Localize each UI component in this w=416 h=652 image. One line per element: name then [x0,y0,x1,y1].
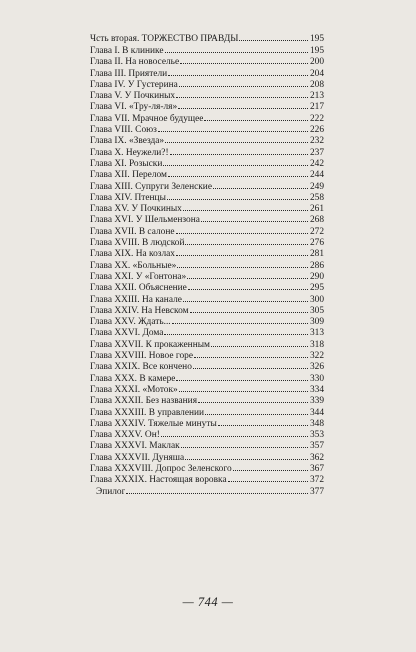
toc-chapter-title: Глава XXX. В камере [90,373,176,384]
toc-chapter-page: 326 [309,362,324,373]
toc-chapter-title: Глава XXXI. «Моток» [90,384,178,395]
toc-chapter-page: 217 [309,102,324,113]
toc-leader-dots [183,293,308,302]
toc-chapter-title: Глава XXV. Ждать... [90,317,171,328]
toc-chapter-row [90,439,324,450]
toc-chapter-row [90,406,324,417]
toc-epilog-page: 377 [309,486,324,497]
toc-chapter-title: Глава XXXIV. Тяжелые минуты [90,418,217,429]
toc-chapter-row [90,338,324,349]
toc-chapter-page: 268 [309,215,324,226]
toc-chapter-title: Глава III. Приятели [90,68,168,79]
toc-chapter-title: Глава XVI. У Шельмензона [90,215,200,226]
toc-chapter-page: 330 [309,373,324,384]
toc-part-page: 195 [309,34,324,44]
toc-chapter-row [90,270,324,281]
toc-chapter-title: Глава IX. «Звезда» [90,136,165,147]
toc-leader-dots [163,157,308,166]
toc-chapter-page: 195 [309,46,324,56]
toc-chapter-page: 362 [309,452,324,463]
toc-chapter-row [90,213,324,224]
toc-leader-dots [170,146,308,155]
toc-chapter-row [90,180,324,191]
toc-chapter-page: 334 [309,384,324,395]
toc-chapter-title: Глава XII. Перелом [90,170,167,181]
toc-leader-dots [165,44,308,53]
toc-leader-dots [172,315,308,324]
toc-chapter-page: 353 [309,430,324,441]
toc-chapter-list [90,44,324,485]
toc-chapter-page: 348 [309,418,324,429]
toc-chapter-row [90,191,324,202]
toc-chapter-page: 242 [309,158,324,169]
toc-chapter-page: 305 [309,305,324,316]
toc-chapter-page: 300 [309,294,324,305]
toc-chapter-title: Глава XXVIII. Новое горе [90,351,193,362]
toc-leader-dots [239,32,308,41]
toc-chapter-row [90,146,324,157]
toc-leader-dots [198,394,308,403]
toc-leader-dots [168,67,308,76]
toc-leader-dots [185,451,308,460]
toc-chapter-row [90,315,324,326]
toc-chapter-title: Глава XIII. Супруги Зеленские [90,181,212,192]
toc-chapter-page: 232 [309,136,324,147]
toc-chapter-row [90,202,324,213]
toc-chapter-row [90,304,324,315]
toc-chapter-title: Глава XXIII. На канале [90,294,182,305]
toc-chapter-page: 204 [309,68,324,79]
toc-leader-dots [176,89,308,98]
toc-chapter-page: 290 [309,271,324,282]
toc-leader-dots [193,360,308,369]
toc-chapter-title: Глава XXII. Объяснение [90,283,187,294]
page-number: — 744 — [182,595,234,609]
toc-leader-dots [168,168,308,177]
toc-chapter-row [90,360,324,371]
toc-chapter-title: Глава II. На новоселье [90,57,180,68]
toc-chapter-page: 322 [309,351,324,362]
toc-chapter-row [90,157,324,168]
toc-chapter-page: 339 [309,396,324,407]
toc-chapter-row [90,281,324,292]
table-of-contents [90,32,324,496]
toc-chapter-page: 244 [309,170,324,181]
toc-chapter-title: Глава XXXII. Без названия [90,396,198,407]
toc-leader-dots [211,338,308,347]
toc-chapter-row [90,55,324,66]
toc-part-heading [90,32,324,44]
toc-chapter-page: 249 [309,181,324,192]
toc-chapter-page: 208 [309,79,324,90]
toc-chapter-title: Глава XV. У Почкиных [90,204,182,215]
toc-chapter-title: Глава XXVI. Дома [90,328,164,339]
toc-leader-dots [176,225,308,234]
toc-chapter-title: Глава XIX. На ко́злах [90,249,175,260]
toc-chapter-row [90,225,324,236]
toc-chapter-title: Глава XXXIX. Настоящая воровка [90,475,227,486]
toc-chapter-title: Глава I. В клинике [90,46,164,56]
toc-chapter-page: 272 [309,226,324,237]
toc-chapter-page: 281 [309,249,324,260]
toc-chapter-row [90,293,324,304]
toc-chapter-row [90,259,324,270]
toc-chapter-title: Глава V. У Почкиных [90,91,176,102]
toc-leader-dots [178,100,308,109]
toc-chapter-row [90,394,324,405]
toc-chapter-page: 367 [309,463,324,474]
toc-leader-dots [205,406,308,415]
toc-chapter-page: 200 [309,57,324,68]
toc-chapter-page: 357 [309,441,324,452]
toc-leader-dots [201,213,308,222]
toc-chapter-title: Глава XVII. В салоне [90,226,175,237]
toc-leader-dots [165,134,308,143]
toc-chapter-page: 213 [309,91,324,102]
toc-chapter-title: Глава VII. Мрачное будущее [90,113,204,124]
toc-chapter-title: Глава XX. «Больные» [90,260,177,271]
toc-chapter-page: 295 [309,283,324,294]
toc-chapter-title: Глава XVIII. В людской [90,238,185,249]
toc-chapter-title: Глава XXXVIII. Допрос Зеленского [90,463,232,474]
toc-leader-dots [204,112,308,121]
toc-chapter-row [90,349,324,360]
toc-epilog-title: Эпилог [96,486,126,497]
toc-chapter-title: Глава VI. «Тру-ля-ля» [90,102,178,113]
toc-leader-dots [161,428,308,437]
toc-leader-dots [176,372,307,381]
toc-chapter-row [90,134,324,145]
toc-leader-dots [180,55,308,64]
toc-leader-dots [164,326,308,335]
toc-chapter-row [90,100,324,111]
toc-leader-dots [126,485,308,494]
toc-chapter-title: Глава IV. У Густерина [90,79,178,90]
toc-leader-dots [190,304,308,313]
toc-leader-dots [177,259,308,268]
toc-chapter-title: Глава XXI. У «Гонтона» [90,271,187,282]
toc-leader-dots [181,439,308,448]
toc-leader-dots [176,247,308,256]
toc-chapter-page: 237 [309,147,324,158]
toc-chapter-title: Глава XXXV. Он! [90,430,160,441]
toc-chapter-row [90,247,324,258]
toc-chapter-page: 261 [309,204,324,215]
toc-chapter-title: Глава XXXVI. Маклак [90,441,180,452]
toc-chapter-title: Глава VIII. Союз [90,125,157,136]
toc-chapter-page: 313 [309,328,324,339]
toc-chapter-row [90,451,324,462]
toc-leader-dots [158,123,308,132]
toc-chapter-page: 226 [309,125,324,136]
toc-epilog-row [90,485,324,496]
toc-chapter-page: 286 [309,260,324,271]
toc-leader-dots [218,417,308,426]
toc-leader-dots [194,349,308,358]
toc-chapter-row [90,417,324,428]
toc-chapter-page: 372 [309,475,324,486]
toc-chapter-row [90,78,324,89]
toc-leader-dots [213,180,308,189]
toc-chapter-row [90,89,324,100]
toc-chapter-row [90,326,324,337]
toc-chapter-title: Глава XXXIII. В управлении [90,407,205,418]
toc-chapter-title: Глава XIV. Птенцы [90,192,166,203]
toc-leader-dots [233,462,308,471]
toc-leader-dots [185,236,307,245]
toc-chapter-row [90,236,324,247]
toc-chapter-page: 276 [309,238,324,249]
toc-chapter-title: Глава X. Неужели?! [90,147,169,158]
toc-chapter-row [90,112,324,123]
toc-chapter-title: Глава XXIV. На Невском [90,305,189,316]
toc-leader-dots [228,473,308,482]
toc-leader-dots [188,281,308,290]
toc-leader-dots [187,270,308,279]
toc-chapter-title: Глава XI. Розыски [90,158,163,169]
toc-chapter-row [90,473,324,484]
toc-chapter-page: 318 [309,339,324,350]
toc-chapter-title: Глава XXVII. К прокаженным [90,339,210,350]
toc-chapter-row [90,372,324,383]
toc-chapter-row [90,428,324,439]
toc-chapter-row [90,44,324,55]
toc-chapter-page: 309 [309,317,324,328]
toc-leader-dots [179,78,308,87]
toc-chapter-row [90,123,324,134]
toc-chapter-page: 344 [309,407,324,418]
toc-leader-dots [167,191,308,200]
toc-chapter-row [90,383,324,394]
toc-chapter-row [90,67,324,78]
toc-chapter-page: 258 [309,192,324,203]
toc-chapter-row [90,462,324,473]
toc-part-title: Чсть вторая. ТОРЖЕСТВО ПРАВДЫ [90,34,239,44]
toc-chapter-page: 222 [309,113,324,124]
toc-chapter-row [90,168,324,179]
toc-chapter-title: Глава XXIX. Все кончено [90,362,192,373]
toc-leader-dots [179,383,308,392]
toc-chapter-title: Глава XXXVII. Дуняша [90,452,185,463]
toc-leader-dots [183,202,308,211]
